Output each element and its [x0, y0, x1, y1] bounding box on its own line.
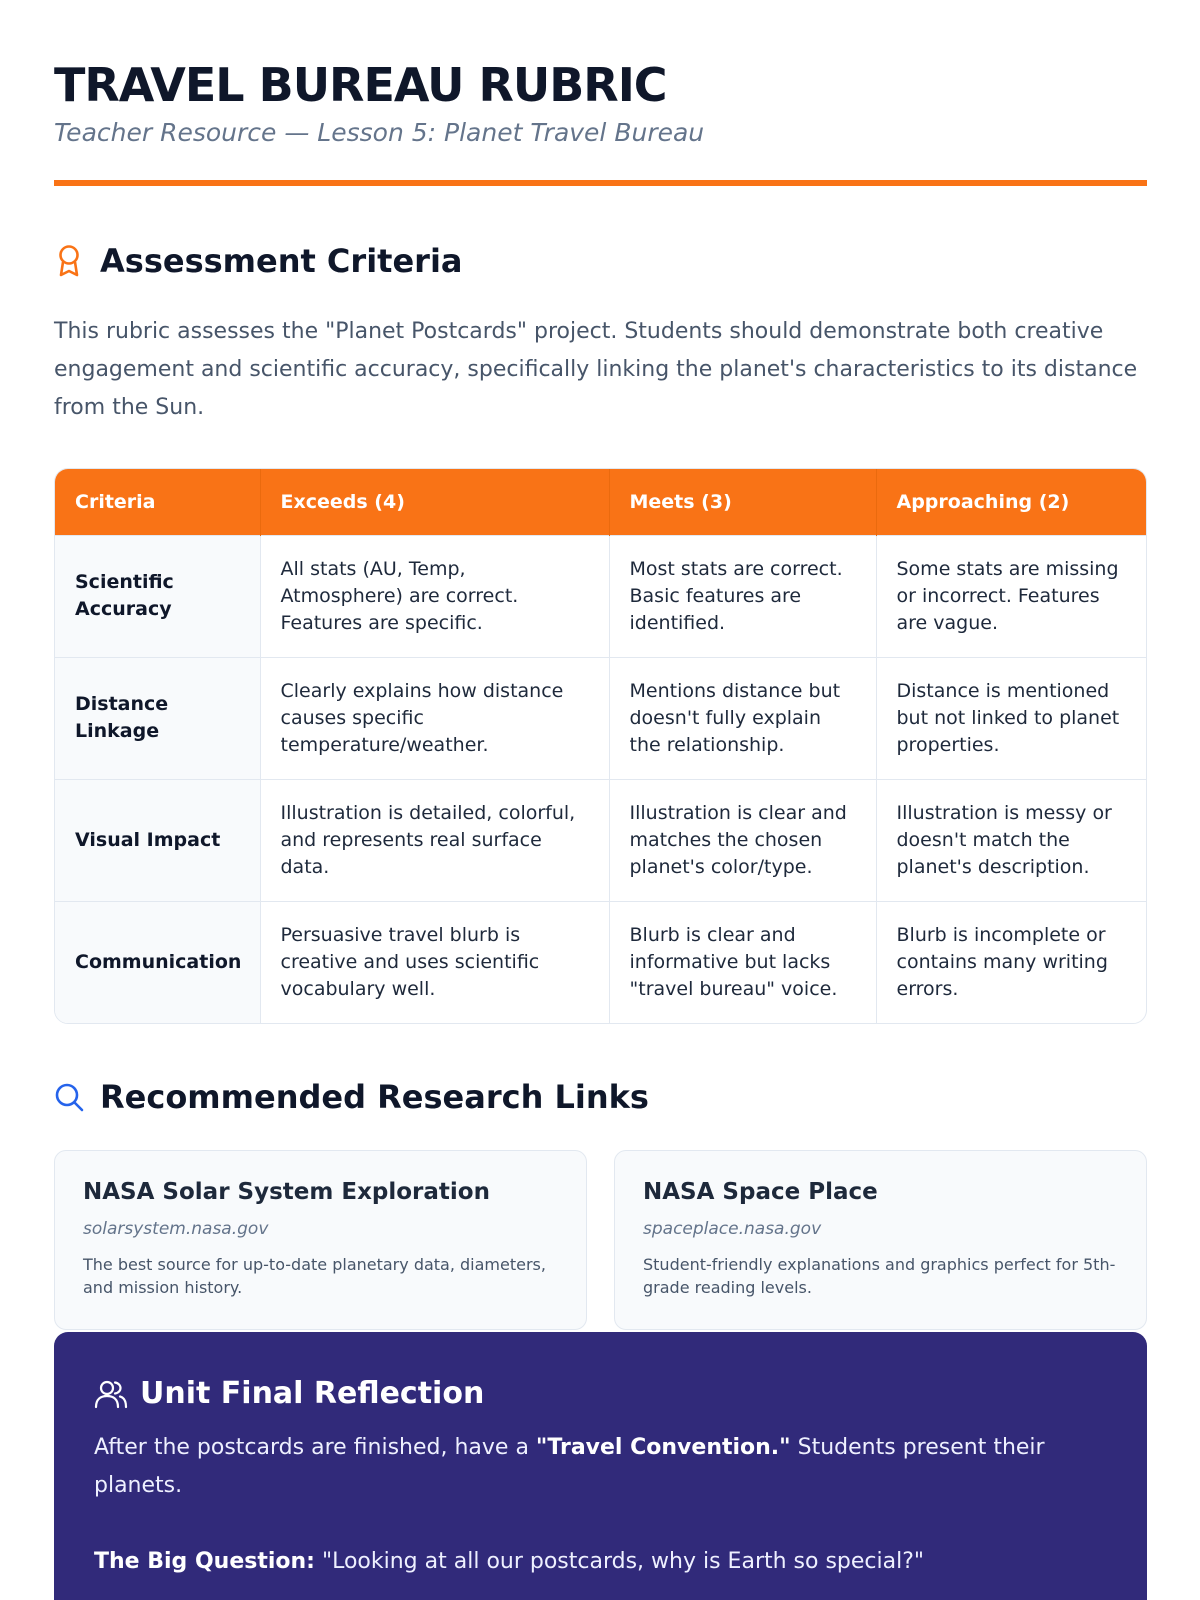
title-divider	[54, 180, 1147, 186]
reflection-header	[94, 1376, 1107, 1411]
big-question-label: The Big Question:	[94, 1549, 315, 1574]
research-heading: Recommended Research Links	[100, 1078, 649, 1116]
page-subtitle: Teacher Resource — Lesson 5: Planet Travel Bureau	[54, 118, 705, 147]
criteria-cell: Communication	[55, 901, 260, 1023]
exceeds-cell: Illustration is detailed, colorful, and represents real surface data.	[260, 779, 609, 901]
link-card-nasa-space-place[interactable]	[614, 1150, 1147, 1330]
reflection-text: Students present their planets.	[94, 1435, 1045, 1498]
reflection-panel	[54, 1332, 1147, 1600]
exceeds-cell: Persuasive travel blurb is creative and uses scientific vocabulary well.	[260, 901, 609, 1023]
approaching-cell: Illustration is messy or doesn't match the planet's description.	[876, 779, 1147, 901]
link-title[interactable]: NASA Space Place	[643, 1179, 878, 1205]
search-icon	[54, 1080, 84, 1114]
assessment-intro: This rubric assesses the "Planet Postcards" project. Students should demonstrate both creative engagement and scientific accuracy, specifically linking the planet's characteristics to its distance from the Sun.	[54, 319, 1138, 420]
approaching-cell: Distance is mentioned but not linked to planet properties.	[876, 657, 1147, 779]
meets-cell: Blurb is clear and informative but lacks "travel bureau" voice.	[609, 901, 876, 1023]
approaching-cell: Blurb is incomplete or contains many writing errors.	[876, 901, 1147, 1023]
reflection-paragraph	[94, 1429, 1107, 1505]
meets-cell: Most stats are correct. Basic features are identified.	[609, 535, 876, 657]
reflection-heading: Unit Final Reflection	[140, 1376, 485, 1411]
exceeds-cell: Clearly explains how distance causes specific temperature/weather.	[260, 657, 609, 779]
column-header-meets: Meets (3)	[609, 469, 876, 535]
criteria-cell: Visual Impact	[55, 779, 260, 901]
assessment-heading: Assessment Criteria	[100, 242, 463, 280]
link-url[interactable]: solarsystem.nasa.gov	[83, 1219, 269, 1239]
meets-cell: Mentions distance but doesn't fully explain the relationship.	[609, 657, 876, 779]
link-url[interactable]: spaceplace.nasa.gov	[643, 1219, 822, 1239]
research-links	[54, 1150, 1147, 1330]
rubric-header-row	[55, 469, 1147, 535]
users-icon	[94, 1377, 128, 1411]
criteria-cell: Scientific Accuracy	[55, 535, 260, 657]
link-card-nasa-solar-system[interactable]	[54, 1150, 587, 1330]
table-row	[55, 657, 1147, 779]
travel-convention-label: "Travel Convention."	[535, 1435, 791, 1460]
approaching-cell: Some stats are missing or incorrect. Features are vague.	[876, 535, 1147, 657]
table-row	[55, 535, 1147, 657]
award-ribbon-icon	[54, 244, 84, 278]
link-title[interactable]: NASA Solar System Exploration	[83, 1179, 490, 1205]
big-question-text: "Looking at all our postcards, why is Earth so special?"	[314, 1549, 925, 1574]
column-header-exceeds: Exceeds (4)	[260, 469, 609, 535]
rubric-table	[54, 468, 1147, 1024]
column-header-criteria: Criteria	[55, 469, 260, 535]
exceeds-cell: All stats (AU, Temp, Atmosphere) are correct. Features are specific.	[260, 535, 609, 657]
column-header-approaching: Approaching (2)	[876, 469, 1147, 535]
meets-cell: Illustration is clear and matches the chosen planet's color/type.	[609, 779, 876, 901]
table-row	[55, 901, 1147, 1023]
research-section-header	[54, 1078, 649, 1116]
criteria-cell: Distance Linkage	[55, 657, 260, 779]
link-description: The best source for up-to-date planetary data, diameters, and mission history.	[83, 1255, 546, 1297]
big-question	[94, 1543, 1107, 1581]
link-description: Student-friendly explanations and graphics perfect for 5th-grade reading levels.	[643, 1255, 1116, 1297]
assessment-section-header	[54, 242, 463, 280]
reflection-text: After the postcards are finished, have a	[94, 1435, 536, 1460]
table-row	[55, 779, 1147, 901]
page-title: TRAVEL BUREAU RUBRIC	[54, 58, 667, 112]
